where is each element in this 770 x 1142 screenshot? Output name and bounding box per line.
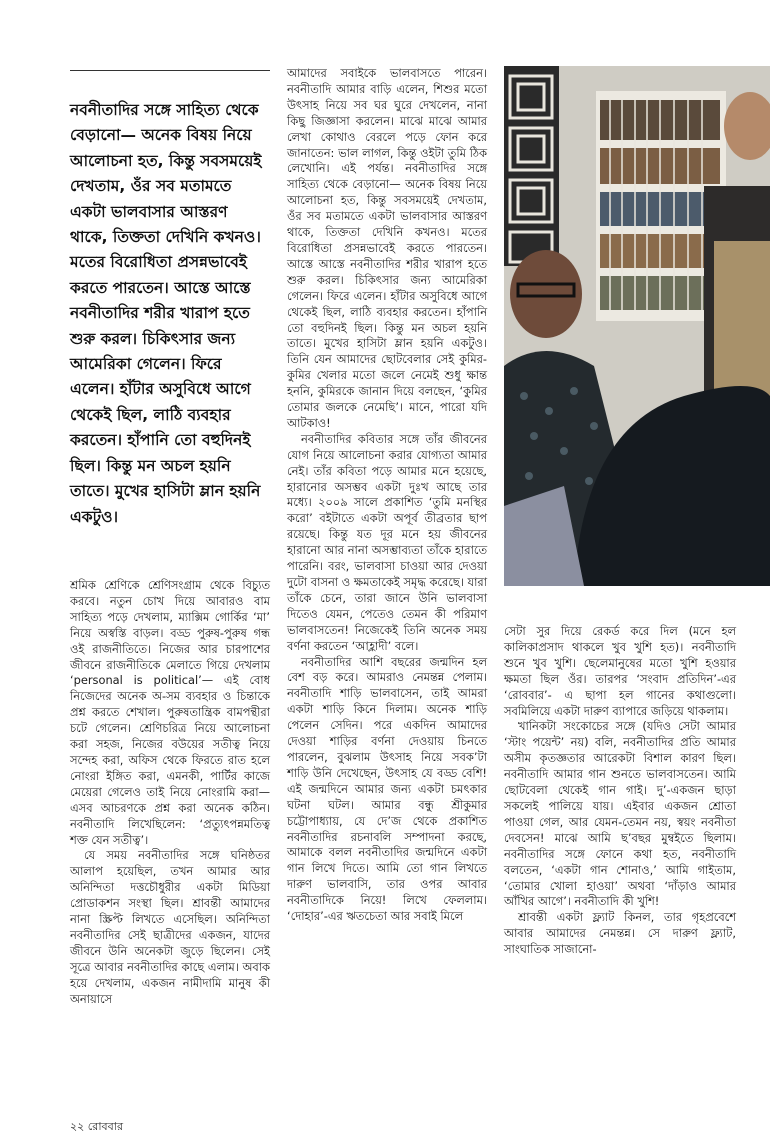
page-footer: ২২ রোববার bbox=[70, 1120, 123, 1133]
pull-quote-top-rule bbox=[70, 70, 270, 71]
photo-illustration bbox=[504, 66, 770, 586]
column-left-paragraph-1: শ্রমিক শ্রেণিকে শ্রেণিসংগ্রাম থেকে বিচ্যুত করবে। নতুন চোখ দিয়ে আবারও বাম সাহিত্য পড়ে দেখলাম, ম্যাক্সিম গোর্কির ‘মা’ নিয়ে অস্বস্তি বাড়ল। বড্ড পুরুষ-পুরুষ গন্ধ ওই রাজনীতিতে। নিজের আর চারপাশের জীবনে রাজনীতিকে মেলাতে গিয়ে দেখলাম ‘personal is political’— এই বোধ নিজেদের অনেক অ-সম ব্যবহার ও চিন্তাকে প্রশ্ন করতে শেখাল। পুরুষতান্ত্রিক বামপন্থীরা চটে গেলেন। শ্রেণিচরিত্র নিয়ে আলোচনা করা সহজ, নিজের বউয়ের সতীত্ব নিয়ে সন্দেহ করা, অফিস থেকে ফিরতে রাত হলে নোংরা ইঙ্গিত করা, এমনকী, পার্টির কাজে মেয়েরা গেলেও তাই নিয়ে নোংরামি করা— এসব আচরণকে প্রশ্ন করা অনেক কঠিন। নবনীতাদি লিখেছিলেন: ‘প্রত্যুৎপন্নমতিত্ব শক্ত যেন সতীত্ব’। bbox=[70, 578, 270, 847]
column-middle-paragraph-1: আমাদের সবাইকে ভালবাসতে পারেন। নবনীতাদি আমার বাড়ি এলেন, শিশুর মতো উৎসাহ নিয়ে সব ঘর ঘুরে দেখলেন, নানা কিছু জিজ্ঞাসা করলেন। মাঝে মাঝে আমার লেখা কোথাও বেরলে পড়ে ফোন করে জানাতেন: ভাল লাগল, কিন্তু ওইটা তুমি ঠিক লেখোনি। এই পর্যন্ত। নবনীতাদির সঙ্গে সাহিত্য থেকে বেড়ানো— অনেক বিষয় নিয়ে আলোচনা হত, কিন্তু সবসময়েই দেখতাম, ওঁর সব মতামতে একটা ভালবাসার আস্তরণ থাকে, তিক্ততা দেখিনি কখনও। মতের বিরোধিতা প্রসন্নভাবেই করতে পারতেন। আস্তে আস্তে নবনীতাদির শরীর খারাপ হতে শুরু করল। চিকিৎসার জন্য আমেরিকা গেলেন। ফিরে এলেন। হাঁটার অসুবিধে আগে থেকেই ছিল, লাঠি ব্যবহার করতেন। হাঁপানি তো বহুদিনই ছিল। কিন্তু মন অচল হয়নি তাতে। মুখের হাসিটা ম্লান হয়নি একটুও। তিনি যেন আমাদের ছোটবেলার সেই কুমির-কুমির খেলার মতো জলে নেমেই শুধু ক্ষান্ত হননি, কুমিরকে জানান দিয়ে বলছেন, ‘কুমির তোমার জলকে নেমেছি’। মানে, পারো যদি আটকাও! bbox=[287, 66, 487, 430]
column-right bbox=[504, 624, 736, 958]
column-right-paragraph-1: সেটা সুর দিয়ে রেকর্ড করে দিল (মনে হল কালিকাপ্রসাদ থাকলে খুব খুশি হত)। নবনীতাদি শুনে খুব খুশি। ছেলেমানুষের মতো খুশি হওয়ার ক্ষমতা ছিল ওঁর। তারপর ‘সংবাদ প্রতিদিন’-এর ‘রোববার’- এ ছাপা হল গানের কথাগুলো। সবমিলিয়ে একটা দারুণ ব্যাপারে জড়িয়ে থাকলাম। bbox=[504, 624, 736, 718]
column-right-paragraph-2: খানিকটা সংকোচের সঙ্গে (যদিও সেটা আমার ‘স্টাং পয়েন্ট’ নয়) বলি, নবনীতাদির প্রতি আমার অসীম কৃতজ্ঞতার আরেকটা বিশাল কারণ ছিল। নবনীতাদি আমার গান শুনতে ভালবাসতেন। আমি ছোটবেলা থেকেই গান গাই। দু’-একজন ছাড়া সকলেই পালিয়ে যায়। এইবার একজন শ্রোতা পাওয়া গেল, আর যেমন-তেমন নয়, স্বয়ং নবনীতা দেবসেন! মাঝে আমি ছ’বছর মুম্বইতে ছিলাম। নবনীতাদির সঙ্গে ফোনে কথা হত, নবনীতাদি বলতেন, ‘একটা গান শোনাও,’ আমি গাইতাম, ‘তোমার খোলা হাওয়া’ অথবা ‘দাঁড়াও আমার আঁখির আগে’। নবনীতাদি কী খুশি! bbox=[504, 719, 736, 909]
column-left-paragraph-2: যে সময় নবনীতাদির সঙ্গে ঘনিষ্ঠতর আলাপ হয়েছিল, তখন আমার আর অনিন্দিতা দত্তচৌধুরীর একটা মিডিয়া প্রোডাকশন সংস্থা ছিল। শ্রাবন্তী আমাদের নানা স্ক্রিপ্ট লিখতে এসেছিল। অনিন্দিতা নবনীতাদির সেই ছাত্রীদের একজন, যাদের জীবনে উনি অনেকটা জুড়ে ছিলেন। সেই সূত্রে আবার নবনীতাদির কাছে এলাম। অবাক হয়ে দেখলাম, একজন নামীদামি মানুষ কী অনায়াসে bbox=[70, 848, 270, 1006]
column-middle-paragraph-2: নবনীতাদির কবিতার সঙ্গে তাঁর জীবনের যোগ নিয়ে আলোচনা করার যোগ্যতা আমার নেই। তাঁর কবিতা পড়ে আমার মনে হয়েছে, হারানোর অসম্ভব একটা দুঃখ আছে তার মধ্যে। ২০০৯ সালে প্রকাশিত ‘তুমি মনস্থির করো’ বইটাতে একটা অপূর্ব তীব্রতার ছাপ রয়েছে। কিন্তু যত দূর মনে হয় জীবনের হারানো আর নানা অসম্ভাব্যতা তাঁকে হারাতে পারেনি। বরং, ভালবাসা চাওয়া আর দেওয়া দুটো বাসনা ও ক্ষমতাকেই সমৃদ্ধ করেছে। যারা তাঁকে চেনে, তারা জানে উনি ভালবাসা দিতেও যেমন, পেতেও তেমন কী পরিমাণ ভালবাসতেন! নিজেকেই তিনি অনেক সময় বর্ণনা করতেন ‘আহ্লাদী’ বলে। bbox=[287, 431, 487, 653]
column-middle-paragraph-3: নবনীতাদির আশি বছরের জন্মদিন হল বেশ বড় করে। আমরাও নেমন্তন্ন পেলাম। নবনীতাদি শাড়ি ভালবাসেন, তাই আমরা একটা শাড়ি কিনে দিলাম। অনেক শাড়ি পেলেন সেদিন। পরে একদিন আমাদের দেওয়া শাড়ির বর্ণনা দেওয়ায় চিনতে পারলেন, বুঝলাম উৎসাহ নিয়ে সবক’টা শাড়ি উনি দেখেছেন, উৎসাহ যে বড্ড বেশি! এই জন্মদিনে আমার জন্য একটা চমৎকার ঘটনা ঘটল। আমার বন্ধু শ্রীকুমার চট্টোপাধ্যায়, যে দে’জ থেকে প্রকাশিত নবনীতাদির রচনাবলি সম্পাদনা করছে, আমাকে বলল নবনীতাদির জন্মদিনে একটা গান লিখে দিতে। আমি তো গান লিখতে দারুণ ভালবাসি, তার ওপর আবার নবনীতাদিকে নিয়ে! লিখে ফেললাম। ‘দোহার’-এর ঋতচেতা আর সবাই মিলে bbox=[287, 654, 487, 924]
photo-image bbox=[504, 66, 770, 586]
column-middle bbox=[287, 66, 487, 925]
column-left bbox=[70, 578, 270, 1007]
pull-quote: নবনীতাদির সঙ্গে সাহিত্য থেকে বেড়ানো— অনেক বিষয় নিয়ে আলোচনা হত, কিন্তু সবসময়েই দেখতাম, ওঁর সব মতামতে একটা ভালবাসার আস্তরণ থাকে, তিক্ততা দেখিনি কখনও। মতের বিরোধিতা প্রসন্নভাবেই করতে পারতেন। আস্তে আস্তে নবনীতাদির শরীর খারাপ হতে শুরু করল। চিকিৎসার জন্য আমেরিকা গেলেন। ফিরে এলেন। হাঁটার অসুবিধে আগে থেকেই ছিল, লাঠি ব্যবহার করতেন। হাঁপানি তো বহুদিনই ছিল। কিন্তু মন অচল হয়নি তাতে। মুখের হাসিটা ম্লান হয়নি একটুও। bbox=[70, 101, 262, 526]
column-right-paragraph-3: শ্রাবন্তী একটা ফ্ল্যাট কিনল, তার গৃহপ্রবেশে আবার আমাদের নেমন্তন্ন। সে দারুণ ফ্ল্যাট, সাংঘাতিক সাজানো- bbox=[504, 910, 736, 957]
